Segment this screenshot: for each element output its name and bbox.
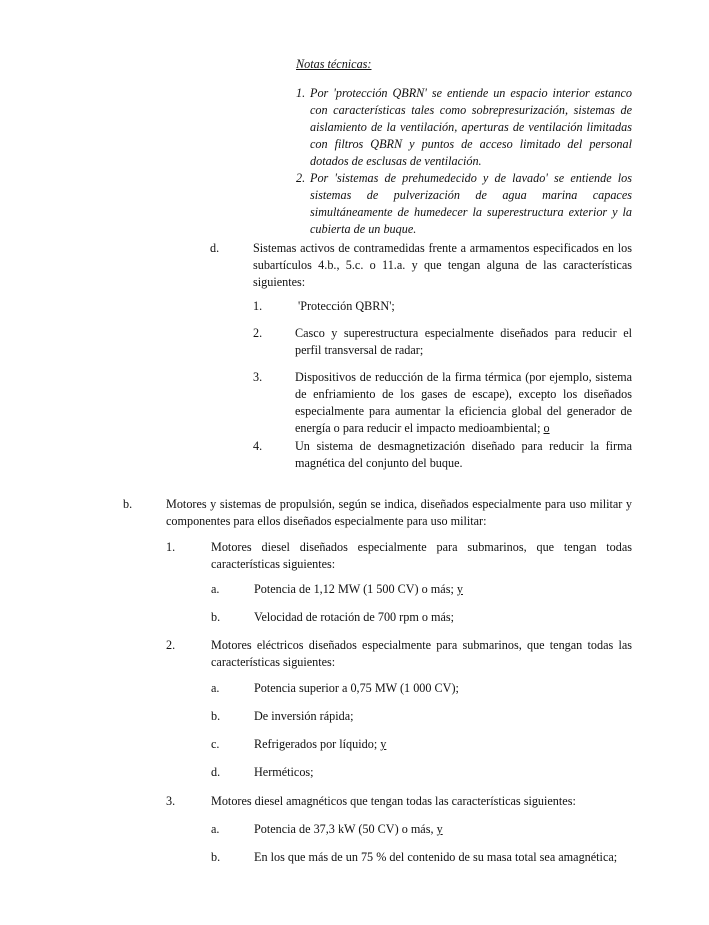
b1-sub-a-conjunction: y xyxy=(456,582,463,596)
b-item-1-number: 1. xyxy=(166,540,176,554)
b3-sub-a-label: a. xyxy=(211,822,220,836)
note-2-text: Por 'sistemas de prehumedecido y de lavado' se entiende los sistemas de pulverización de agua marina capaces simultáneamente de humedecer la superestructura exterior y la cubierta de un buque. xyxy=(310,171,632,236)
b3-sub-b-label: b. xyxy=(211,850,221,864)
d-item-3-number: 3. xyxy=(253,370,263,384)
b3-sub-a-conjunction: y xyxy=(436,822,443,836)
b2-sub-b-text: De inversión rápida; xyxy=(254,709,354,723)
b3-sub-a-text xyxy=(254,821,632,838)
d-item-3-text xyxy=(295,369,632,437)
d-item-2-number: 2. xyxy=(253,326,263,340)
d-item-4-number: 4. xyxy=(253,439,263,453)
note-1-text: Por 'protección QBRN' se entiende un espacio interior estanco con características tales como sobrepresurización, sistemas de aislamiento de la ventilación, aperturas de ventilación limitadas con filtros QBRN y puntos de acceso limitado del personal dotados de esclusas de ventilación. xyxy=(310,86,632,168)
b2-sub-d-label: d. xyxy=(211,765,221,779)
b2-sub-d-text: Herméticos; xyxy=(254,765,314,779)
notes-title: Notas técnicas: xyxy=(296,57,372,71)
b-item-1-text: Motores diesel diseñados especialmente para submarinos, que tengan todas características siguientes: xyxy=(211,540,632,571)
section-d-text: Sistemas activos de contramedidas frente a armamentos especificados en los subartículos 4.b., 5.c. o 11.a. y que tengan alguna de las características siguientes: xyxy=(253,241,632,289)
b-item-3-number: 3. xyxy=(166,794,176,808)
b2-sub-c-conjunction: y xyxy=(380,737,387,751)
d-item-1-text: 'Protección QBRN'; xyxy=(298,299,395,313)
b1-sub-a-text xyxy=(254,581,632,598)
b2-sub-b-label: b. xyxy=(211,709,221,723)
section-b-text: Motores y sistemas de propulsión, según se indica, diseñados especialmente para uso militar y componentes para ellos diseñados especialmente para uso militar: xyxy=(166,497,632,528)
d-item-3-conjunction: o xyxy=(543,421,550,435)
b-item-3-text: Motores diesel amagnéticos que tengan todas las características siguientes: xyxy=(211,794,576,808)
b2-sub-c-text xyxy=(254,736,632,753)
b2-sub-a-text: Potencia superior a 0,75 MW (1 000 CV); xyxy=(254,681,459,695)
d-item-3-body: Dispositivos de reducción de la firma térmica (por ejemplo, sistema de enfriamiento de los gases de escape), excepto los diseñados especialmente para aumentar la eficiencia global del generador de energía o para reducir el impacto medioambiental; xyxy=(295,370,632,435)
b3-sub-a-body: Potencia de 37,3 kW (50 CV) o más, xyxy=(254,822,434,836)
b3-sub-b-text: En los que más de un 75 % del contenido de su masa total sea amagnética; xyxy=(254,850,618,864)
b-item-2-number: 2. xyxy=(166,638,176,652)
section-d-label: d. xyxy=(210,241,220,255)
b2-sub-c-label: c. xyxy=(211,737,220,751)
d-item-1-number: 1. xyxy=(253,299,263,313)
section-b-label: b. xyxy=(123,497,133,511)
b2-sub-c-body: Refrigerados por líquido; xyxy=(254,737,378,751)
d-item-4-text: Un sistema de desmagnetización diseñado para reducir la firma magnética del conjunto del buque. xyxy=(295,439,632,470)
d-item-2-text: Casco y superestructura especialmente diseñados para reducir el perfil transversal de radar; xyxy=(295,326,632,357)
b1-sub-b-text: Velocidad de rotación de 700 rpm o más; xyxy=(254,610,455,624)
note-2-number: 2. xyxy=(296,171,306,185)
b2-sub-a-label: a. xyxy=(211,681,220,695)
b1-sub-a-body: Potencia de 1,12 MW (1 500 CV) o más; xyxy=(254,582,454,596)
b1-sub-b-label: b. xyxy=(211,610,221,624)
b-item-2-text: Motores eléctricos diseñados especialmente para submarinos, que tengan todas las características siguientes: xyxy=(211,638,632,669)
b1-sub-a-label: a. xyxy=(211,582,220,596)
note-1-number: 1. xyxy=(296,86,306,100)
